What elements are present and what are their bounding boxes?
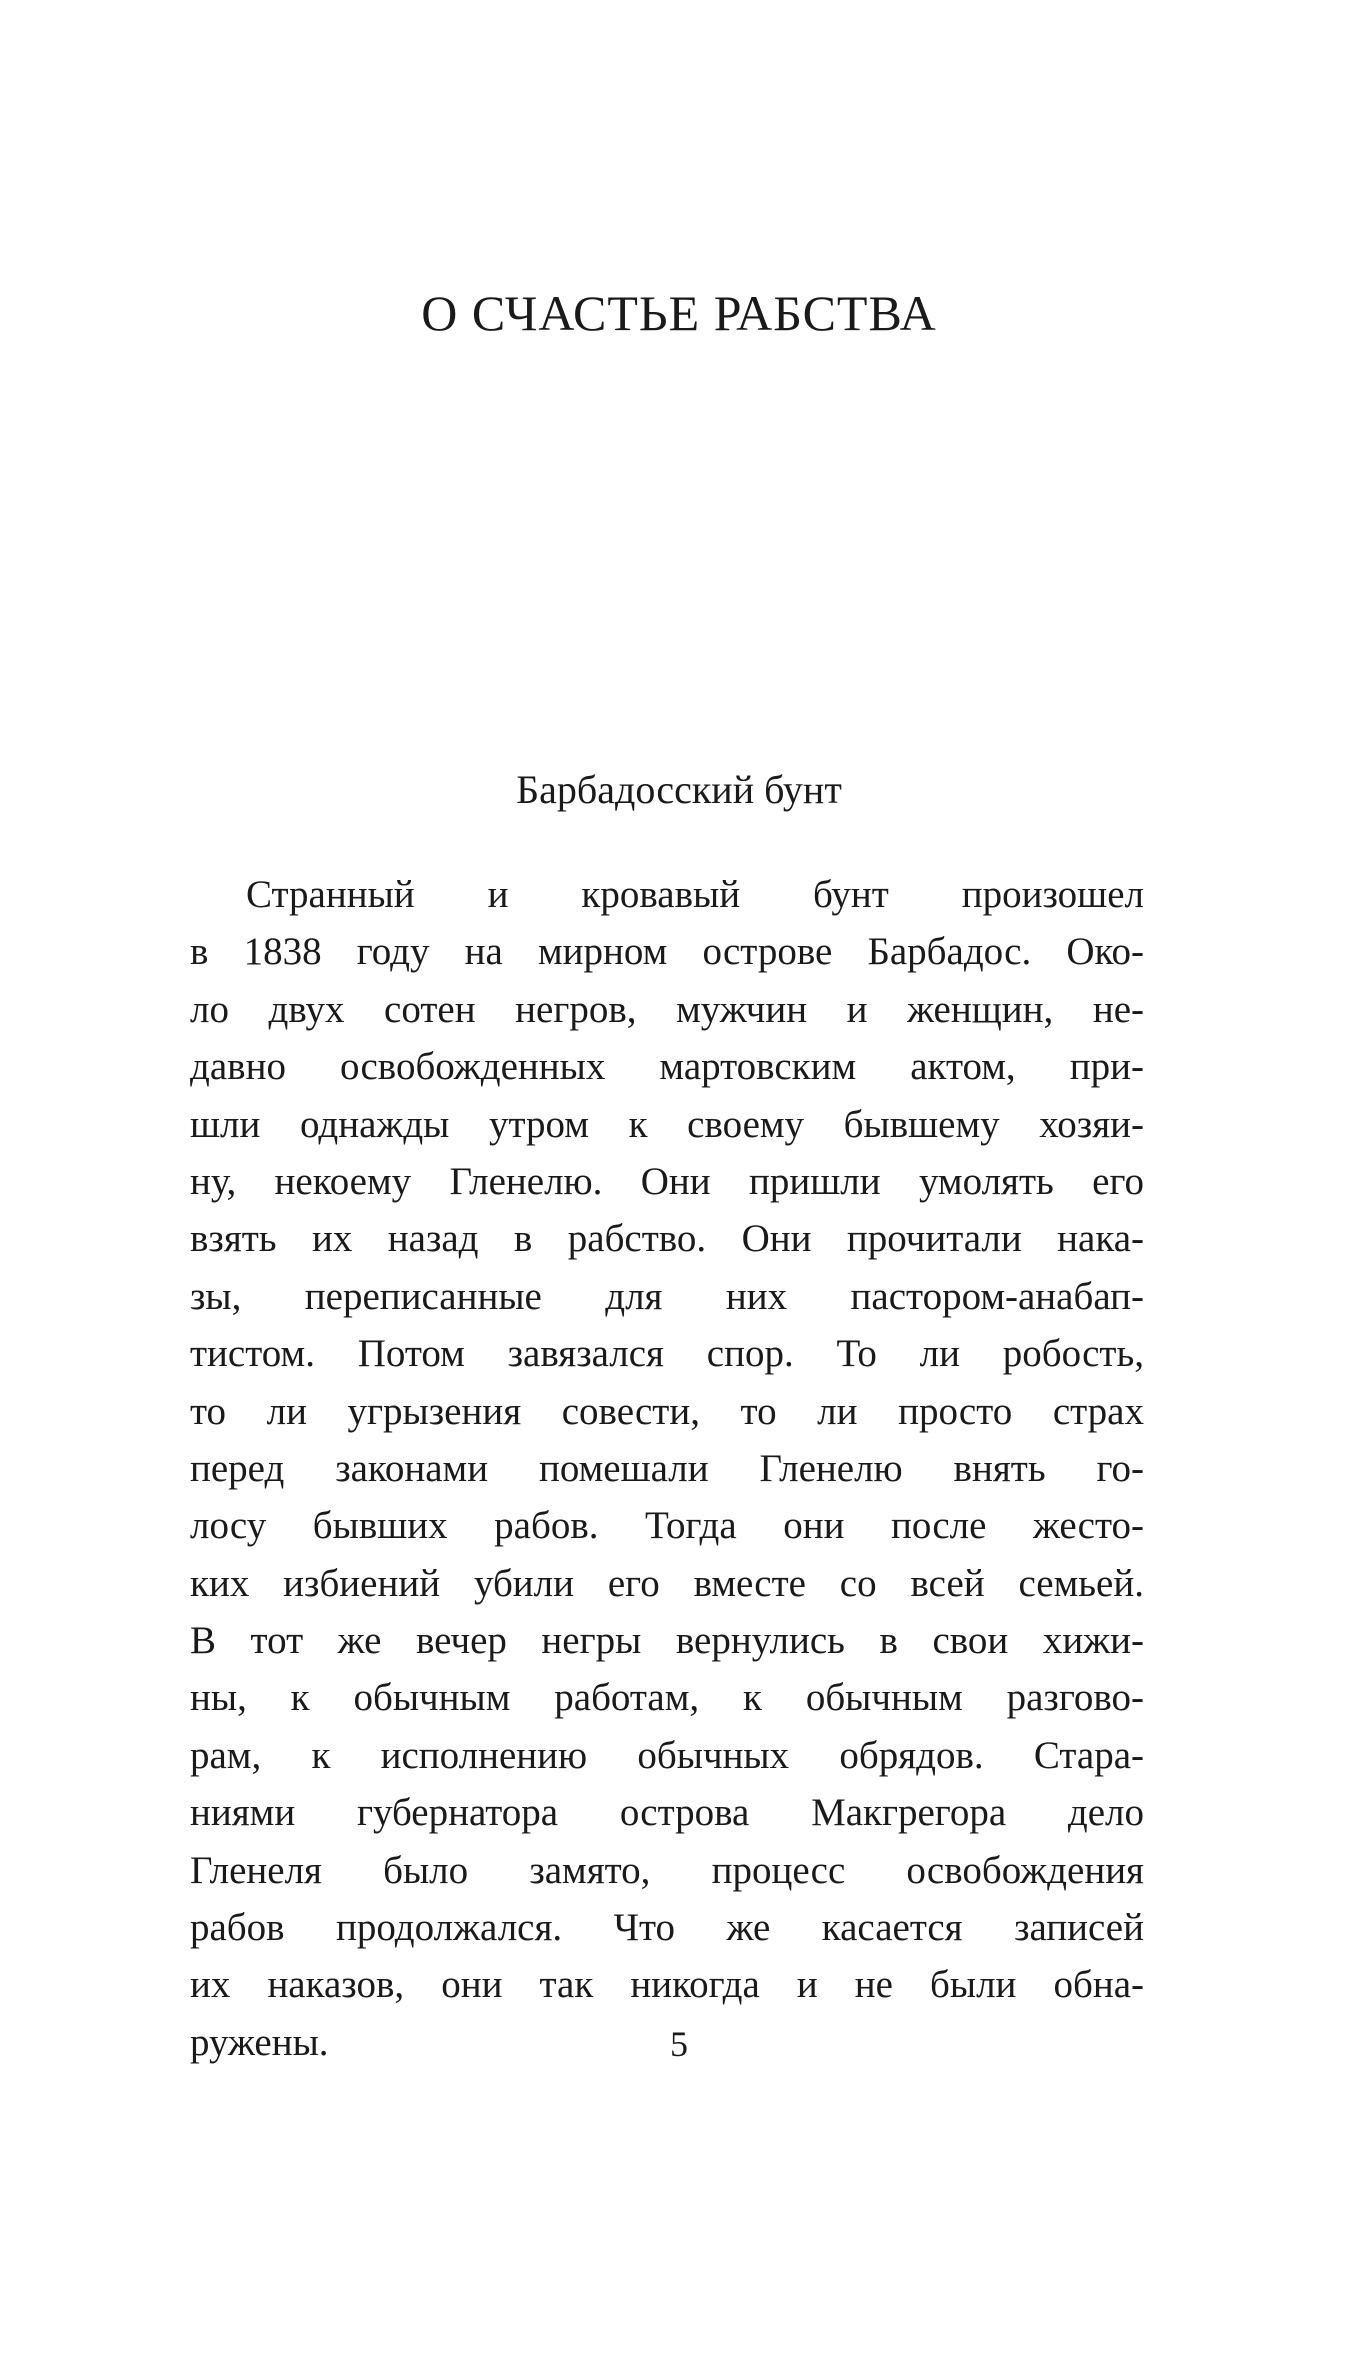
text-line: то ли угрызения совести, то ли просто страх	[190, 1389, 1144, 1433]
text-line: рабов продолжался. Что же касается записей	[190, 1906, 1144, 1950]
text-line: Странный и кровавый бунт произошел	[246, 873, 1144, 916]
text-line: В тот же вечер негры вернулись в свои хижи-	[190, 1619, 1144, 1663]
section-title: Барбадосский бунт	[516, 767, 842, 812]
text-line: взять их назад в рабство. Они прочитали нака-	[190, 1217, 1144, 1261]
text-line: ну, некоему Гленелю. Они пришли умолять его	[190, 1159, 1144, 1203]
text-line: шли однажды утром к своему бывшему хозяи-	[190, 1102, 1144, 1146]
text-line: перед законами помешали Гленелю внять го-	[190, 1446, 1144, 1490]
text-line: их наказов, они так никогда и не были обна-	[190, 1963, 1144, 2007]
text-line: ниями губернатора острова Макгрегора дело	[190, 1791, 1144, 1835]
text-line: в 1838 году на мирном острове Барбадос. Око-	[190, 930, 1144, 974]
text-line: ны, к обычным работам, к обычным разгово-	[190, 1676, 1144, 1720]
text-line: лосу бывших рабов. Тогда они после жесто-	[190, 1504, 1144, 1548]
text-line: рам, к исполнению обычных обрядов. Стара-	[190, 1733, 1144, 1777]
text-line: ло двух сотен негров, мужчин и женщин, не-	[190, 987, 1144, 1031]
text-line: давно освобожденных мартовским актом, при-	[190, 1045, 1144, 1089]
text-line: тистом. Потом завязался спор. То ли робость,	[190, 1332, 1144, 1376]
text-line: ких избиений убили его вместе со всей семьей.	[190, 1561, 1144, 1605]
text-line: зы, переписанные для них пастором-анабап-	[190, 1274, 1144, 1318]
chapter-title: О СЧАСТЬЕ РАБСТВА	[421, 285, 937, 341]
body-paragraph	[190, 866, 1144, 2071]
text-line: Гленеля было замято, процесс освобождения	[190, 1848, 1144, 1892]
page-number: 5	[670, 2024, 688, 2064]
text-line: ружены.	[190, 2020, 329, 2064]
